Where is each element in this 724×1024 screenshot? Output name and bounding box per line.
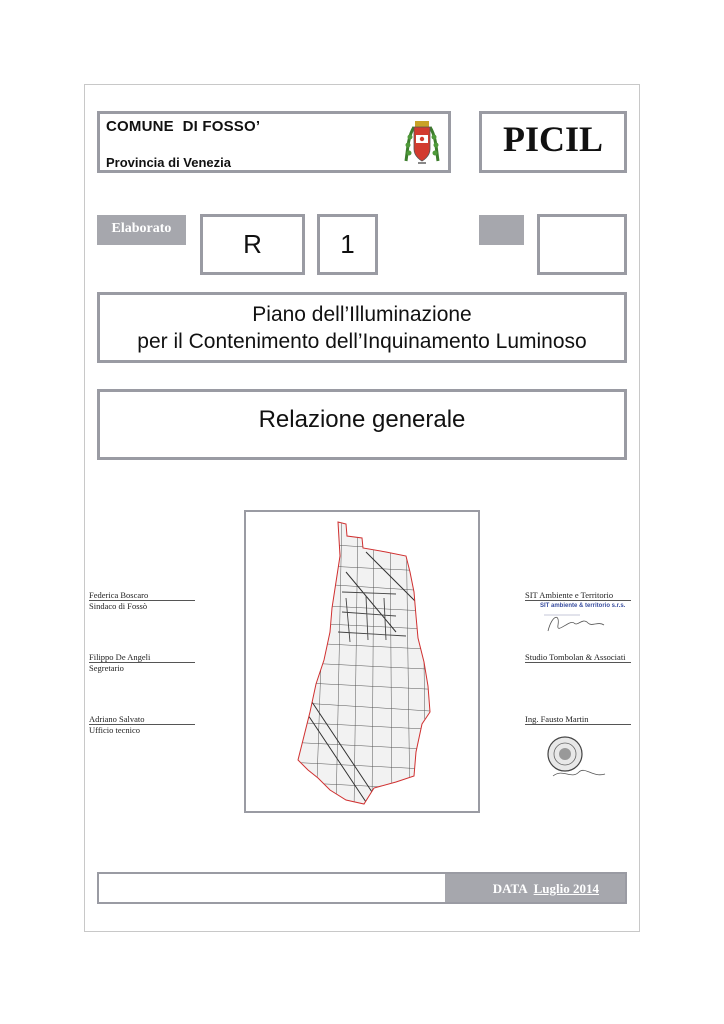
date-text bbox=[493, 881, 599, 897]
plan-code-box bbox=[479, 111, 627, 173]
signature-name: Federica Boscaro bbox=[89, 590, 195, 601]
provincia-name: Provincia di Venezia bbox=[106, 155, 231, 170]
coat-of-arms-icon bbox=[402, 117, 442, 169]
signature-segretario bbox=[89, 652, 195, 673]
plan-title-line2: per il Contenimento dell’Inquinamento Luminoso bbox=[137, 330, 587, 353]
signature-sit bbox=[525, 590, 631, 601]
signature-name: Studio Tombolan & Associati bbox=[525, 652, 631, 663]
document-subtitle-box bbox=[97, 389, 627, 460]
comune-name: COMUNE DI FOSSO’ bbox=[106, 118, 261, 135]
sit-stamp bbox=[540, 603, 626, 637]
sit-stamp-text: SIT ambiente & territorio s.r.s. bbox=[540, 603, 626, 609]
elaborato-number-box bbox=[317, 214, 378, 275]
signature-name: Filippo De Angeli bbox=[89, 652, 195, 663]
seal-icon bbox=[545, 730, 615, 786]
signature-role: Ufficio tecnico bbox=[89, 725, 141, 735]
territory-map-image bbox=[246, 512, 478, 811]
signature-role: Segretario bbox=[89, 663, 124, 673]
date-value: Luglio 2014 bbox=[533, 881, 599, 896]
signature-role: Sindaco di Fossò bbox=[89, 601, 148, 611]
signature-name: Ing. Fausto Martin bbox=[525, 714, 631, 725]
document-subtitle: Relazione generale bbox=[258, 406, 466, 433]
handwritten-signature-icon bbox=[540, 609, 610, 635]
signature-name: SIT Ambiente e Territorio bbox=[525, 590, 631, 601]
elaborato-label-box bbox=[97, 215, 186, 245]
elaborato-letter: R bbox=[243, 229, 262, 259]
gray-label-box bbox=[479, 215, 524, 245]
comune-box bbox=[97, 111, 451, 173]
plan-code: PICIL bbox=[502, 119, 604, 159]
elaborato-number: 1 bbox=[340, 229, 355, 259]
elaborato-letter-box bbox=[200, 214, 305, 275]
empty-code-box bbox=[537, 214, 627, 275]
signature-sindaco bbox=[89, 590, 195, 611]
territory-map bbox=[244, 510, 480, 813]
plan-title-box bbox=[97, 292, 627, 363]
signature-name: Adriano Salvato bbox=[89, 714, 195, 725]
signature-ufficio-tecnico bbox=[89, 714, 195, 735]
signature-martin bbox=[525, 714, 631, 725]
date-bar bbox=[97, 872, 627, 904]
plan-title-line1: Piano dell’Illuminazione bbox=[252, 303, 472, 326]
engineer-seal bbox=[545, 730, 615, 786]
signature-tombolan bbox=[525, 652, 631, 663]
date-label: DATA bbox=[492, 881, 528, 896]
elaborato-label: Elaborato bbox=[111, 221, 172, 236]
